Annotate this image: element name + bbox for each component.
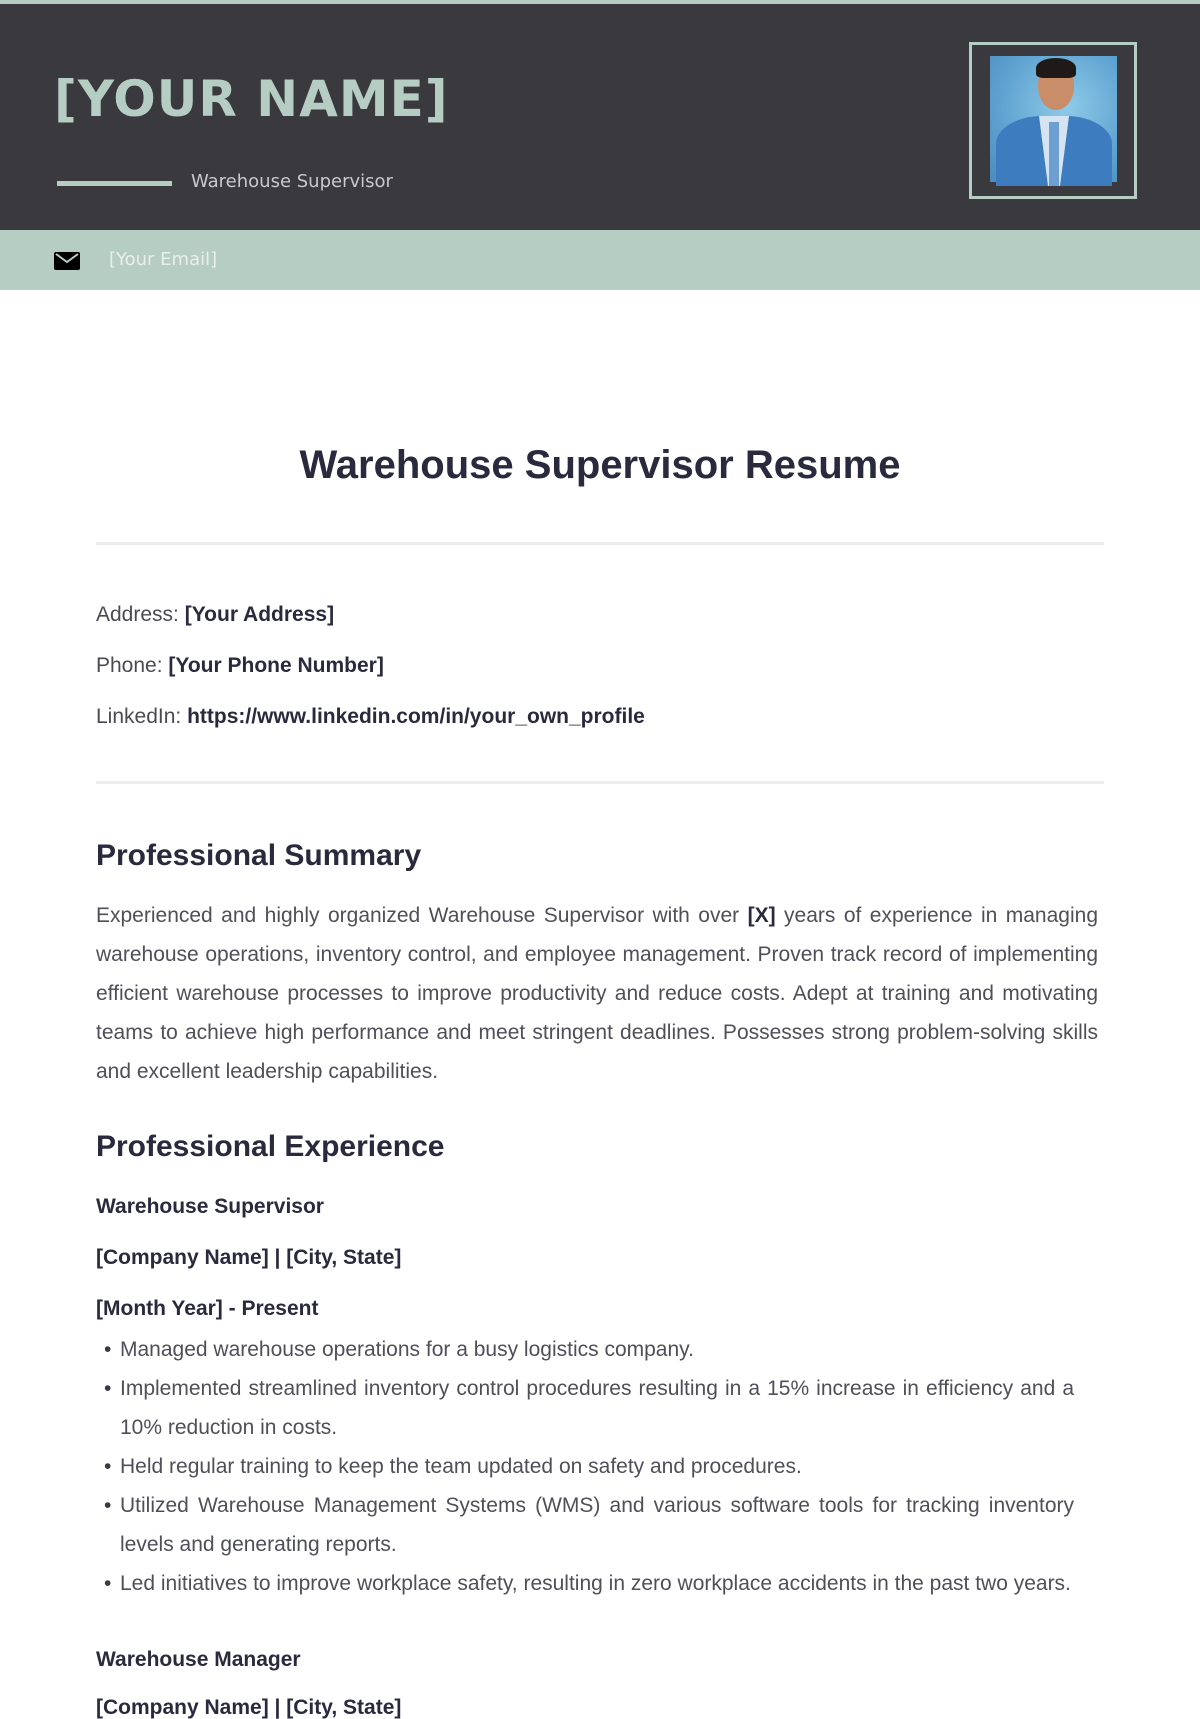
job-bullet-list: [96, 1330, 1074, 1603]
job-title: Warehouse Supervisor: [96, 1195, 324, 1218]
phone-label: Phone:: [96, 654, 163, 677]
linkedin-link[interactable]: https://www.linkedin.com/in/your_own_profile: [187, 705, 645, 728]
email-link[interactable]: [Your Email]: [109, 249, 218, 270]
address-value: [Your Address]: [184, 603, 335, 626]
list-item: • Managed warehouse operations for a busy logistics company.: [96, 1330, 1074, 1369]
summary-heading: Professional Summary: [96, 839, 422, 872]
name-underline-rule: [57, 181, 172, 186]
resume-header: [0, 4, 1200, 230]
phone-line: [96, 655, 384, 676]
divider: [96, 542, 1104, 545]
job-title: Warehouse Manager: [96, 1648, 301, 1671]
list-item: • Held regular training to keep the team updated on safety and procedures.: [96, 1447, 1074, 1486]
job-company-location: [Company Name] | [City, State]: [96, 1246, 402, 1269]
list-item: • Implemented streamlined inventory control procedures resulting in a 15% increase in efficiency and a 10% reduction in costs.: [96, 1369, 1074, 1447]
candidate-job-title: Warehouse Supervisor: [191, 171, 393, 192]
address-line: [96, 604, 334, 625]
list-item: • Led initiatives to improve workplace safety, resulting in zero workplace accidents in the past two years.: [96, 1564, 1074, 1603]
summary-text: Experienced and highly organized Warehouse Supervisor with over [X] years of experience in managing warehouse operations, inventory control, and employee management. Proven track record of implementing efficient warehouse processes to improve productivity and reduce costs. Adept at training and motivating teams to achieve high performance and meet stringent deadlines. Possesses strong problem-solving skills and excellent leadership capabilities.: [96, 904, 1098, 1083]
job-company-location: [Company Name] | [City, State]: [96, 1696, 402, 1719]
divider: [96, 781, 1104, 784]
phone-value: [Your Phone Number]: [168, 654, 384, 677]
linkedin-label: LinkedIn:: [96, 705, 182, 728]
document-title: Warehouse Supervisor Resume: [299, 443, 901, 487]
address-label: Address:: [96, 603, 179, 626]
experience-heading: Professional Experience: [96, 1130, 445, 1163]
candidate-name: [YOUR NAME]: [54, 70, 449, 128]
list-item: • Utilized Warehouse Management Systems (WMS) and various software tools for tracking inventory levels and generating reports.: [96, 1486, 1074, 1564]
years-placeholder: [X]: [747, 904, 776, 927]
linkedin-line: [96, 706, 645, 727]
profile-photo-frame: [969, 42, 1137, 199]
job-dates: [Month Year] - Present: [96, 1297, 319, 1320]
profile-photo: [990, 56, 1117, 182]
envelope-icon: [54, 252, 80, 270]
